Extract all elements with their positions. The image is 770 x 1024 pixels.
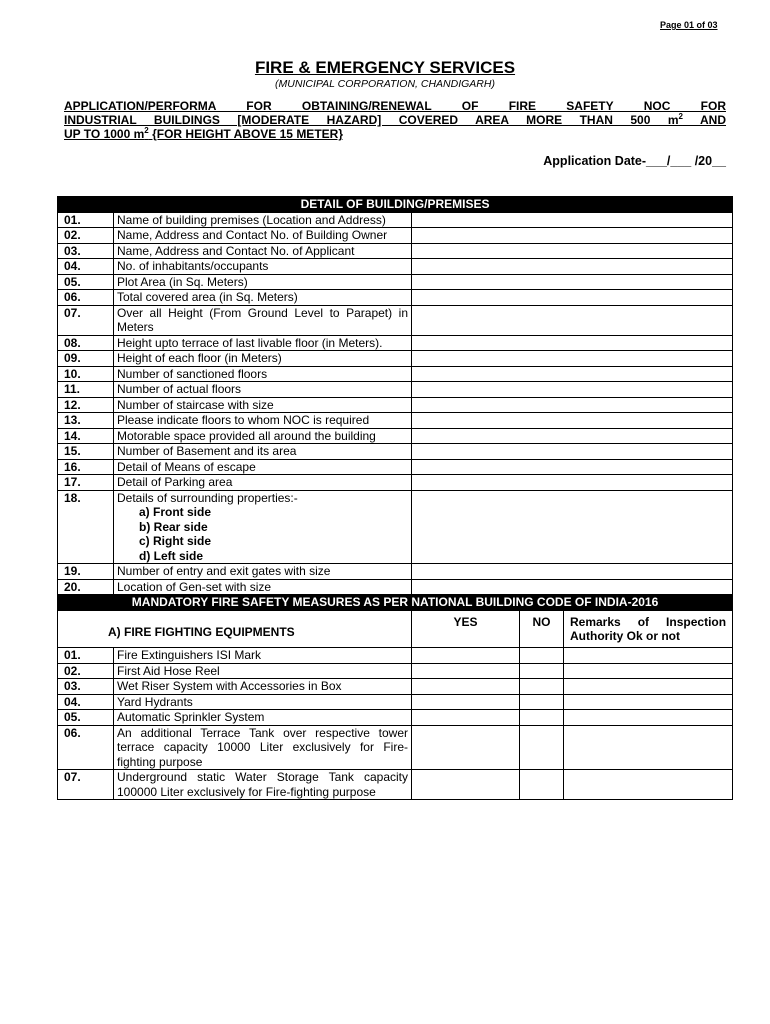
sub-item: a) Front side — [139, 505, 212, 519]
section-header-building — [58, 197, 733, 213]
row-number: 07. — [58, 305, 114, 335]
building-row — [58, 243, 733, 259]
building-row — [58, 564, 733, 580]
row-label — [114, 564, 412, 580]
row-number: 08. — [58, 335, 114, 351]
row-label — [114, 579, 412, 595]
row-number: 03. — [58, 679, 114, 695]
row-label-text: Plot Area (in Sq. Meters) — [117, 274, 248, 289]
no-cell[interactable] — [520, 725, 564, 770]
answer-cell[interactable] — [412, 305, 733, 335]
row-label-text: Please indicate floors to whom NOC is required — [117, 413, 370, 427]
answer-cell[interactable] — [412, 564, 733, 580]
equipment-label: Underground static Water Storage Tank capacity 100000 Liter exclusively for Fire-fighting purpose — [114, 770, 412, 800]
row-label — [114, 490, 412, 564]
application-date-field[interactable]: Application Date-___/___ /20__ — [543, 154, 726, 168]
building-row — [58, 444, 733, 460]
row-label-text: Motorable space provided all around the building — [117, 428, 376, 443]
row-label-text: Detail of Parking area — [117, 475, 233, 489]
equipment-header-row — [58, 610, 733, 648]
equipment-row — [58, 725, 733, 770]
answer-cell[interactable] — [412, 243, 733, 259]
yes-cell[interactable] — [412, 770, 520, 800]
no-cell[interactable] — [520, 694, 564, 710]
sub-item: b) Rear side — [139, 519, 208, 534]
row-label-text: Name of building premises (Location and Address) — [117, 212, 386, 227]
form-heading — [64, 99, 726, 141]
row-number: 11. — [58, 382, 114, 398]
building-row — [58, 413, 733, 429]
remarks-cell[interactable] — [564, 694, 733, 710]
building-row — [58, 475, 733, 491]
row-number: 02. — [58, 663, 114, 679]
equipment-row — [58, 770, 733, 800]
equipment-row — [58, 663, 733, 679]
building-row — [58, 259, 733, 275]
row-label-text: Height of each floor (in Meters) — [117, 351, 282, 365]
row-number: 04. — [58, 259, 114, 275]
row-label — [114, 382, 412, 398]
answer-cell[interactable] — [412, 459, 733, 475]
row-label — [114, 274, 412, 290]
row-label-text: Height upto terrace of last livable floor (in Meters). — [117, 335, 383, 350]
heading-line-2: INDUSTRIAL BUILDINGS [MODERATE HAZARD] COVERED AREA MORE THAN 500 $m^2$ AND — [64, 112, 727, 127]
answer-cell[interactable] — [412, 290, 733, 306]
answer-cell[interactable] — [412, 428, 733, 444]
row-number: 01. — [58, 648, 114, 664]
equipment-row — [58, 710, 733, 726]
yes-cell[interactable] — [412, 648, 520, 664]
page-number: Page 01 of 03 — [660, 20, 718, 30]
building-row — [58, 428, 733, 444]
row-label-text: No. of inhabitants/occupants — [117, 259, 269, 273]
row-label — [114, 459, 412, 475]
row-label-text: Number of sanctioned floors — [117, 366, 268, 381]
row-label — [114, 413, 412, 429]
answer-cell[interactable] — [412, 444, 733, 460]
row-label-text: Number of actual floors — [117, 382, 242, 396]
row-label-text: Detail of Means of escape — [117, 459, 256, 474]
no-cell[interactable] — [520, 710, 564, 726]
answer-cell[interactable] — [412, 335, 733, 351]
row-number: 15. — [58, 444, 114, 460]
row-number: 10. — [58, 366, 114, 382]
no-cell[interactable] — [520, 648, 564, 664]
row-number: 20. — [58, 579, 114, 595]
building-row — [58, 579, 733, 595]
row-number: 01. — [58, 212, 114, 228]
building-row — [58, 274, 733, 290]
remarks-cell[interactable] — [564, 663, 733, 679]
remarks-cell[interactable] — [564, 710, 733, 726]
no-cell[interactable] — [520, 663, 564, 679]
building-row — [58, 490, 733, 564]
row-label-text: Number of entry and exit gates with size — [117, 564, 331, 578]
yes-cell[interactable] — [412, 710, 520, 726]
answer-cell[interactable] — [412, 413, 733, 429]
document-title: FIRE & EMERGENCY SERVICES — [254, 58, 516, 77]
answer-cell[interactable] — [412, 351, 733, 367]
yes-cell[interactable] — [412, 679, 520, 695]
yes-cell[interactable] — [412, 663, 520, 679]
row-label — [114, 335, 412, 351]
equipment-heading: A) FIRE FIGHTING EQUIPMENTS — [58, 610, 412, 648]
equipment-label: An additional Terrace Tank over respective tower terrace capacity 10000 Liter exclusively for Fire-fighting purpose — [114, 725, 412, 770]
answer-cell[interactable] — [412, 259, 733, 275]
row-label-text: Location of Gen-set with size — [117, 579, 272, 594]
yes-cell[interactable] — [412, 694, 520, 710]
row-label — [114, 290, 412, 306]
building-row — [58, 459, 733, 475]
heading-line-3: UP TO 1000 $m^2$ {FOR HEIGHT ABOVE 15 METER} — [64, 126, 343, 141]
row-number: 17. — [58, 475, 114, 491]
row-label-text: Number of Basement and its area — [117, 444, 297, 458]
building-row — [58, 228, 733, 244]
answer-cell[interactable] — [412, 382, 733, 398]
remarks-column-header: Remarks of Inspection Authority Ok or not — [564, 610, 733, 648]
building-row — [58, 290, 733, 306]
building-row — [58, 335, 733, 351]
equipment-label: Yard Hydrants — [114, 694, 412, 710]
row-number: 13. — [58, 413, 114, 429]
row-number: 06. — [58, 725, 114, 770]
building-row — [58, 397, 733, 413]
row-number: 19. — [58, 564, 114, 580]
remarks-cell[interactable] — [564, 679, 733, 695]
superscript: 2 — [144, 126, 149, 135]
equipment-label: First Aid Hose Reel — [114, 663, 412, 679]
row-label — [114, 444, 412, 460]
row-label-text: Over all Height (From Ground Level to Parapet) in Meters — [117, 305, 408, 334]
equipment-row — [58, 694, 733, 710]
row-number: 04. — [58, 694, 114, 710]
row-number: 05. — [58, 274, 114, 290]
answer-cell[interactable] — [412, 228, 733, 244]
no-column-header: NO — [520, 610, 564, 648]
equipment-label: Automatic Sprinkler System — [114, 710, 412, 726]
row-label — [114, 397, 412, 413]
row-label-text: Name, Address and Contact No. of Applicant — [117, 243, 355, 258]
answer-cell[interactable] — [412, 212, 733, 228]
building-row — [58, 212, 733, 228]
row-number: 07. — [58, 770, 114, 800]
row-number: 02. — [58, 228, 114, 244]
row-label-text: Number of staircase with size — [117, 397, 274, 412]
row-number: 16. — [58, 459, 114, 475]
row-label — [114, 366, 412, 382]
form-table — [57, 196, 733, 800]
no-cell[interactable] — [520, 679, 564, 695]
row-number: 05. — [58, 710, 114, 726]
row-label — [114, 305, 412, 335]
row-label — [114, 475, 412, 491]
document-subtitle: (MUNICIPAL CORPORATION, CHANDIGARH) — [275, 78, 495, 90]
superscript: 2 — [678, 112, 683, 121]
row-label — [114, 243, 412, 259]
row-number: 18. — [58, 490, 114, 564]
answer-cell[interactable] — [412, 397, 733, 413]
answer-cell[interactable] — [412, 366, 733, 382]
row-label-text: Details of surrounding properties:- — [117, 490, 298, 505]
remarks-cell[interactable] — [564, 770, 733, 800]
heading-line-1: APPLICATION/PERFORMA FOR OBTAINING/RENEWAL OF FIRE SAFETY NOC FOR — [64, 99, 726, 113]
sub-item: d) Left side — [139, 548, 204, 563]
row-label — [114, 212, 412, 228]
equipment-row — [58, 679, 733, 695]
answer-cell[interactable] — [412, 490, 733, 564]
no-cell[interactable] — [520, 770, 564, 800]
row-number: 12. — [58, 397, 114, 413]
section-header-mandatory — [58, 595, 733, 611]
building-row — [58, 366, 733, 382]
equipment-label: Fire Extinguishers ISI Mark — [114, 648, 412, 664]
building-row — [58, 351, 733, 367]
yes-cell[interactable] — [412, 725, 520, 770]
sub-item: c) Right side — [139, 534, 212, 548]
section-title: MANDATORY FIRE SAFETY MEASURES AS PER NATIONAL BUILDING CODE OF INDIA-2016 — [58, 595, 733, 611]
row-label — [114, 259, 412, 275]
building-row — [58, 305, 733, 335]
row-label — [114, 428, 412, 444]
row-label-text: Total covered area (in Sq. Meters) — [117, 290, 298, 304]
row-number: 09. — [58, 351, 114, 367]
row-number: 03. — [58, 243, 114, 259]
remarks-cell[interactable] — [564, 725, 733, 770]
remarks-cell[interactable] — [564, 648, 733, 664]
row-number: 14. — [58, 428, 114, 444]
equipment-row — [58, 648, 733, 664]
section-title: DETAIL OF BUILDING/PREMISES — [58, 197, 733, 213]
answer-cell[interactable] — [412, 475, 733, 491]
equipment-label: Wet Riser System with Accessories in Box — [114, 679, 412, 695]
row-label-text: Name, Address and Contact No. of Building Owner — [117, 228, 388, 242]
building-row — [58, 382, 733, 398]
row-number: 06. — [58, 290, 114, 306]
answer-cell[interactable] — [412, 579, 733, 595]
row-label — [114, 228, 412, 244]
answer-cell[interactable] — [412, 274, 733, 290]
yes-column-header: YES — [412, 610, 520, 648]
row-label — [114, 351, 412, 367]
